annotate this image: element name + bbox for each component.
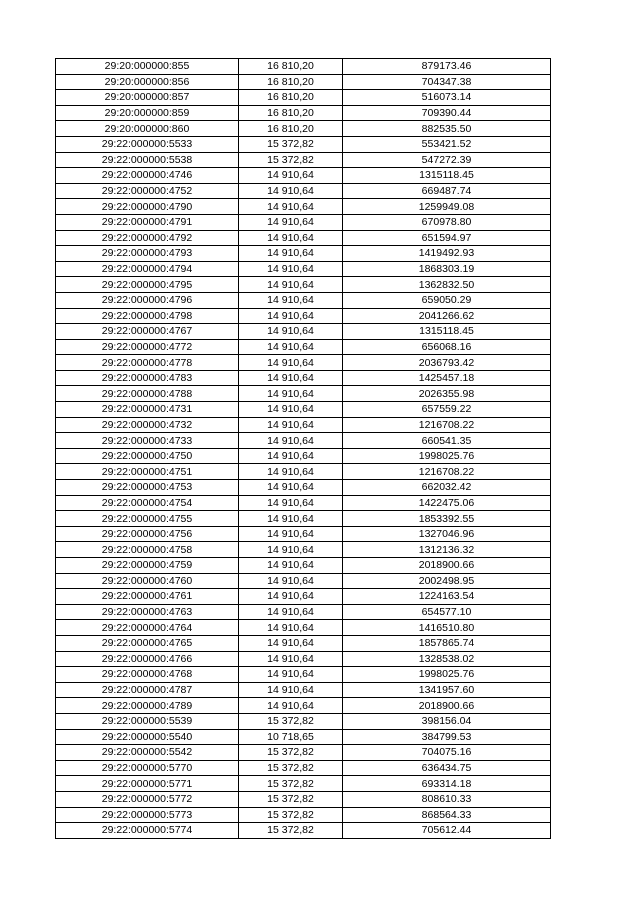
price-per-unit-cell: 14 910,64 [239,620,343,636]
cadastral-value-cell: 1259949.08 [343,199,551,215]
table-row [56,635,551,651]
table-row [56,713,551,729]
table-row [56,292,551,308]
cadastral-number-cell: 29:22:000000:5539 [56,713,239,729]
cadastral-number-cell: 29:22:000000:4754 [56,495,239,511]
table-row [56,511,551,527]
cadastral-value-cell: 553421.52 [343,136,551,152]
price-per-unit-cell: 15 372,82 [239,713,343,729]
cadastral-number-cell: 29:20:000000:856 [56,74,239,90]
table-row [56,760,551,776]
cadastral-value-cell: 384799.53 [343,729,551,745]
table-row [56,402,551,418]
cadastral-value-cell: 705612.44 [343,823,551,839]
cadastral-number-cell: 29:22:000000:4733 [56,433,239,449]
table-row [56,542,551,558]
price-per-unit-cell: 14 910,64 [239,402,343,418]
price-per-unit-cell: 14 910,64 [239,292,343,308]
cadastral-number-cell: 29:22:000000:4731 [56,402,239,418]
table-row [56,308,551,324]
cadastral-value-cell: 2002498.95 [343,573,551,589]
table-row [56,230,551,246]
table-row [56,526,551,542]
cadastral-number-cell: 29:22:000000:4753 [56,480,239,496]
cadastral-number-cell: 29:22:000000:4768 [56,667,239,683]
price-per-unit-cell: 14 910,64 [239,433,343,449]
price-per-unit-cell: 15 372,82 [239,152,343,168]
cadastral-number-cell: 29:22:000000:4750 [56,448,239,464]
cadastral-value-cell: 709390.44 [343,105,551,121]
price-per-unit-cell: 14 910,64 [239,339,343,355]
cadastral-number-cell: 29:22:000000:4764 [56,620,239,636]
cadastral-value-cell: 704347.38 [343,74,551,90]
cadastral-number-cell: 29:22:000000:4751 [56,464,239,480]
price-per-unit-cell: 14 910,64 [239,386,343,402]
cadastral-value-cell: 1868303.19 [343,261,551,277]
cadastral-number-cell: 29:22:000000:4755 [56,511,239,527]
table-row [56,480,551,496]
price-per-unit-cell: 16 810,20 [239,74,343,90]
cadastral-value-cell: 656068.16 [343,339,551,355]
cadastral-value-cell: 1416510.80 [343,620,551,636]
cadastral-value-cell: 1315118.45 [343,324,551,340]
cadastral-value-cell: 704075.16 [343,745,551,761]
table-row [56,355,551,371]
cadastral-value-cell: 879173.46 [343,59,551,75]
cadastral-number-cell: 29:22:000000:5542 [56,745,239,761]
price-per-unit-cell: 14 910,64 [239,277,343,293]
cadastral-value-cell: 1328538.02 [343,651,551,667]
price-per-unit-cell: 15 372,82 [239,776,343,792]
table-row [56,370,551,386]
cadastral-value-cell: 1315118.45 [343,168,551,184]
cadastral-number-cell: 29:22:000000:4766 [56,651,239,667]
table-row [56,246,551,262]
table-row [56,791,551,807]
price-per-unit-cell: 14 910,64 [239,589,343,605]
price-per-unit-cell: 14 910,64 [239,573,343,589]
cadastral-number-cell: 29:22:000000:5771 [56,776,239,792]
table-row [56,745,551,761]
table-row [56,152,551,168]
table-row [56,807,551,823]
table-row [56,589,551,605]
price-per-unit-cell: 14 910,64 [239,214,343,230]
cadastral-value-cell: 1425457.18 [343,370,551,386]
price-per-unit-cell: 14 910,64 [239,542,343,558]
table-row [56,121,551,137]
cadastral-value-cell: 654577.10 [343,604,551,620]
table-row [56,651,551,667]
cadastral-number-cell: 29:22:000000:5770 [56,760,239,776]
price-per-unit-cell: 14 910,64 [239,261,343,277]
cadastral-number-cell: 29:22:000000:5773 [56,807,239,823]
price-per-unit-cell: 14 910,64 [239,682,343,698]
table-row [56,776,551,792]
table-row [56,823,551,839]
cadastral-value-cell: 516073.14 [343,90,551,106]
price-per-unit-cell: 14 910,64 [239,495,343,511]
cadastral-value-cell: 398156.04 [343,713,551,729]
cadastral-number-cell: 29:22:000000:4790 [56,199,239,215]
cadastral-number-cell: 29:22:000000:4765 [56,635,239,651]
table-row [56,417,551,433]
table-row [56,620,551,636]
cadastral-value-cell: 651594.97 [343,230,551,246]
table-row [56,59,551,75]
price-per-unit-cell: 14 910,64 [239,651,343,667]
cadastral-value-cell: 660541.35 [343,433,551,449]
cadastral-value-table [55,58,551,839]
cadastral-value-cell: 868564.33 [343,807,551,823]
cadastral-number-cell: 29:20:000000:857 [56,90,239,106]
cadastral-number-cell: 29:22:000000:5540 [56,729,239,745]
price-per-unit-cell: 14 910,64 [239,308,343,324]
cadastral-number-cell: 29:22:000000:4752 [56,183,239,199]
cadastral-number-cell: 29:22:000000:4759 [56,558,239,574]
price-per-unit-cell: 14 910,64 [239,355,343,371]
cadastral-value-cell: 1419492.93 [343,246,551,262]
price-per-unit-cell: 15 372,82 [239,136,343,152]
price-per-unit-cell: 14 910,64 [239,370,343,386]
cadastral-number-cell: 29:22:000000:4772 [56,339,239,355]
price-per-unit-cell: 15 372,82 [239,807,343,823]
price-per-unit-cell: 14 910,64 [239,558,343,574]
cadastral-number-cell: 29:22:000000:4789 [56,698,239,714]
table-row [56,464,551,480]
cadastral-value-cell: 1998025.76 [343,448,551,464]
price-per-unit-cell: 14 910,64 [239,168,343,184]
cadastral-value-cell: 657559.22 [343,402,551,418]
cadastral-value-cell: 1362832.50 [343,277,551,293]
cadastral-value-cell: 1998025.76 [343,667,551,683]
table-row [56,277,551,293]
cadastral-value-cell: 693314.18 [343,776,551,792]
table-row [56,105,551,121]
cadastral-number-cell: 29:20:000000:859 [56,105,239,121]
cadastral-number-cell: 29:22:000000:4783 [56,370,239,386]
cadastral-number-cell: 29:20:000000:860 [56,121,239,137]
price-per-unit-cell: 14 910,64 [239,464,343,480]
price-per-unit-cell: 15 372,82 [239,791,343,807]
cadastral-number-cell: 29:22:000000:5538 [56,152,239,168]
cadastral-number-cell: 29:22:000000:4760 [56,573,239,589]
cadastral-value-cell: 2041266.62 [343,308,551,324]
cadastral-value-cell: 662032.42 [343,480,551,496]
price-per-unit-cell: 15 372,82 [239,745,343,761]
price-per-unit-cell: 14 910,64 [239,604,343,620]
price-per-unit-cell: 16 810,20 [239,105,343,121]
table-row [56,604,551,620]
cadastral-number-cell: 29:22:000000:4795 [56,277,239,293]
cadastral-number-cell: 29:22:000000:4756 [56,526,239,542]
cadastral-number-cell: 29:22:000000:4763 [56,604,239,620]
price-per-unit-cell: 14 910,64 [239,511,343,527]
price-per-unit-cell: 16 810,20 [239,121,343,137]
cadastral-value-cell: 1341957.60 [343,682,551,698]
cadastral-number-cell: 29:22:000000:4761 [56,589,239,605]
table-row [56,667,551,683]
table-row [56,682,551,698]
table-row [56,261,551,277]
price-per-unit-cell: 14 910,64 [239,448,343,464]
cadastral-number-cell: 29:22:000000:4746 [56,168,239,184]
cadastral-number-cell: 29:20:000000:855 [56,59,239,75]
price-per-unit-cell: 14 910,64 [239,635,343,651]
price-per-unit-cell: 14 910,64 [239,199,343,215]
table-body [56,59,551,839]
table-row [56,729,551,745]
cadastral-value-cell: 2036793.42 [343,355,551,371]
cadastral-value-cell: 2026355.98 [343,386,551,402]
cadastral-number-cell: 29:22:000000:5774 [56,823,239,839]
cadastral-number-cell: 29:22:000000:4798 [56,308,239,324]
cadastral-value-cell: 2018900.66 [343,698,551,714]
cadastral-number-cell: 29:22:000000:5772 [56,791,239,807]
cadastral-value-cell: 1857865.74 [343,635,551,651]
cadastral-value-cell: 669487.74 [343,183,551,199]
cadastral-number-cell: 29:22:000000:4794 [56,261,239,277]
table-row [56,199,551,215]
price-per-unit-cell: 16 810,20 [239,59,343,75]
price-per-unit-cell: 15 372,82 [239,823,343,839]
table-row [56,558,551,574]
table-row [56,495,551,511]
price-per-unit-cell: 14 910,64 [239,183,343,199]
price-per-unit-cell: 16 810,20 [239,90,343,106]
table-row [56,90,551,106]
cadastral-number-cell: 29:22:000000:4793 [56,246,239,262]
price-per-unit-cell: 14 910,64 [239,698,343,714]
table-row [56,324,551,340]
cadastral-number-cell: 29:22:000000:4788 [56,386,239,402]
cadastral-value-cell: 1224163.54 [343,589,551,605]
price-per-unit-cell: 10 718,65 [239,729,343,745]
cadastral-number-cell: 29:22:000000:4767 [56,324,239,340]
price-per-unit-cell: 14 910,64 [239,417,343,433]
cadastral-number-cell: 29:22:000000:4796 [56,292,239,308]
table-row [56,339,551,355]
cadastral-number-cell: 29:22:000000:4758 [56,542,239,558]
cadastral-value-cell: 659050.29 [343,292,551,308]
cadastral-number-cell: 29:22:000000:4732 [56,417,239,433]
cadastral-number-cell: 29:22:000000:4778 [56,355,239,371]
price-per-unit-cell: 14 910,64 [239,230,343,246]
cadastral-value-cell: 1312136.32 [343,542,551,558]
cadastral-value-cell: 1216708.22 [343,464,551,480]
price-per-unit-cell: 14 910,64 [239,246,343,262]
table-row [56,74,551,90]
price-per-unit-cell: 14 910,64 [239,667,343,683]
table-row [56,214,551,230]
table-row [56,136,551,152]
cadastral-value-cell: 1216708.22 [343,417,551,433]
price-per-unit-cell: 14 910,64 [239,324,343,340]
price-per-unit-cell: 14 910,64 [239,526,343,542]
cadastral-value-cell: 1327046.96 [343,526,551,542]
cadastral-value-cell: 882535.50 [343,121,551,137]
cadastral-value-cell: 2018900.66 [343,558,551,574]
cadastral-number-cell: 29:22:000000:5533 [56,136,239,152]
cadastral-value-cell: 1422475.06 [343,495,551,511]
table-row [56,183,551,199]
cadastral-value-cell: 670978.80 [343,214,551,230]
table-row [56,168,551,184]
cadastral-number-cell: 29:22:000000:4792 [56,230,239,246]
cadastral-value-cell: 1853392.55 [343,511,551,527]
cadastral-value-cell: 547272.39 [343,152,551,168]
price-per-unit-cell: 14 910,64 [239,480,343,496]
table-row [56,698,551,714]
cadastral-number-cell: 29:22:000000:4787 [56,682,239,698]
cadastral-value-cell: 808610.33 [343,791,551,807]
cadastral-number-cell: 29:22:000000:4791 [56,214,239,230]
price-per-unit-cell: 15 372,82 [239,760,343,776]
table-row [56,448,551,464]
table-row [56,433,551,449]
cadastral-value-cell: 636434.75 [343,760,551,776]
table-row [56,573,551,589]
table-row [56,386,551,402]
